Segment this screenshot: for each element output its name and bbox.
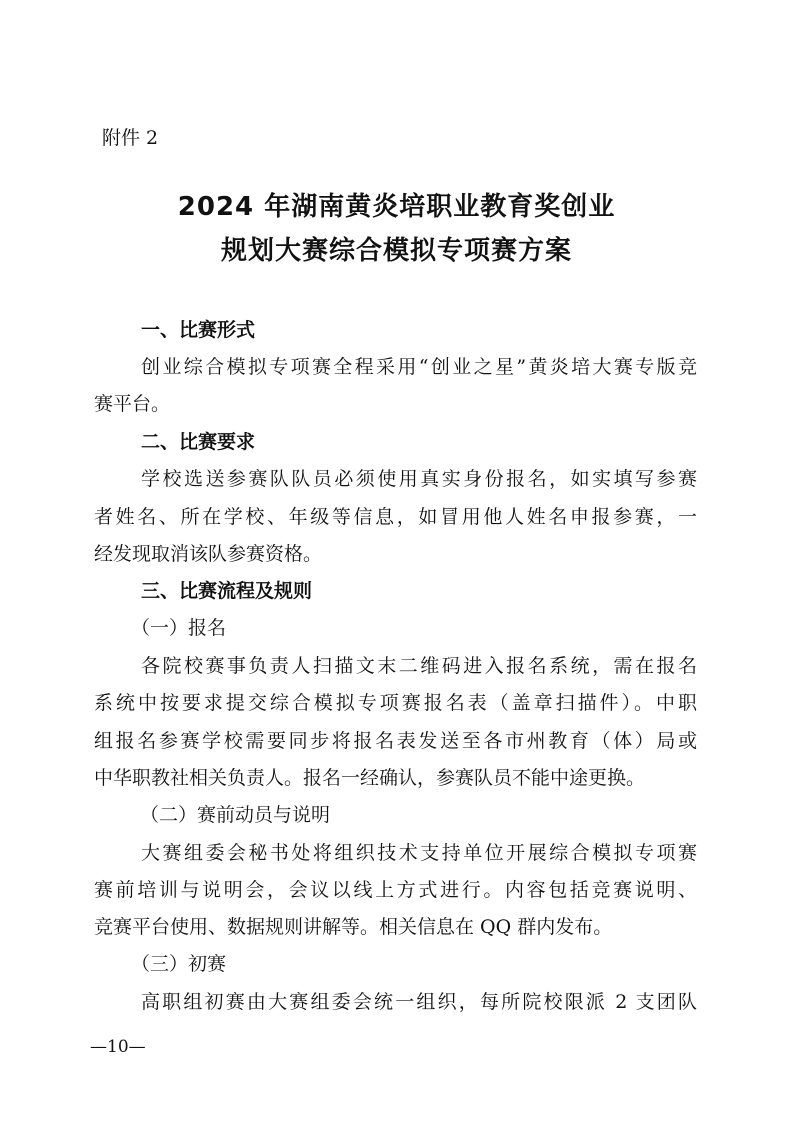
registration-paragraph-line: 组报名参赛学校需要同步将报名表发送至各市州教育（体）局或 xyxy=(94,730,697,752)
subsection-registration-heading: （一）报名 xyxy=(131,617,227,639)
registration-paragraph-line: 系统中按要求提交综合模拟专项赛报名表（盖章扫描件）。中职 xyxy=(94,692,697,714)
subsection-preliminary-heading: （三）初赛 xyxy=(131,953,227,975)
briefing-paragraph-line: 竞赛平台使用、数据规则讲解等。相关信息在 QQ 群内发布。 xyxy=(94,916,613,938)
attachment-label: 附件 2 xyxy=(102,127,159,149)
page-number: —10— xyxy=(90,1037,146,1057)
section-2-paragraph-line: 者姓名、所在学校、年级等信息，如冒用他人姓名申报参赛，一 xyxy=(94,506,697,528)
section-1-paragraph-line: 创业综合模拟专项赛全程采用“创业之星”黄炎培大赛专版竞 xyxy=(141,356,697,378)
document-title-line-2: 规划大赛综合模拟专项赛方案 xyxy=(220,236,572,266)
subsection-briefing-heading: （二）赛前动员与说明 xyxy=(140,804,331,826)
section-2-heading: 二、比赛要求 xyxy=(141,431,256,453)
section-1-heading: 一、比赛形式 xyxy=(141,319,256,341)
preliminary-paragraph-line: 高职组初赛由大赛组委会统一组织，每所院校限派 2 支团队 xyxy=(141,991,697,1013)
document-title-line-1: 2024 年湖南黄炎培职业教育奖创业 xyxy=(177,192,616,222)
briefing-paragraph-line: 赛前培训与说明会，会议以线上方式进行。内容包括竞赛说明、 xyxy=(94,879,697,901)
briefing-paragraph-line: 大赛组委会秘书处将组织技术支持单位开展综合模拟专项赛 xyxy=(141,842,697,864)
section-3-heading: 三、比赛流程及规则 xyxy=(141,580,313,602)
registration-paragraph-line: 各院校赛事负责人扫描文末二维码进入报名系统，需在报名 xyxy=(141,655,697,677)
section-1-paragraph-line: 赛平台。 xyxy=(94,393,171,415)
section-2-paragraph-line: 经发现取消该队参赛资格。 xyxy=(94,543,323,565)
section-2-paragraph-line: 学校选送参赛队队员必须使用真实身份报名，如实填写参赛 xyxy=(141,468,697,490)
registration-paragraph-line: 中华职教社相关负责人。报名一经确认，参赛队员不能中途更换。 xyxy=(94,767,646,789)
